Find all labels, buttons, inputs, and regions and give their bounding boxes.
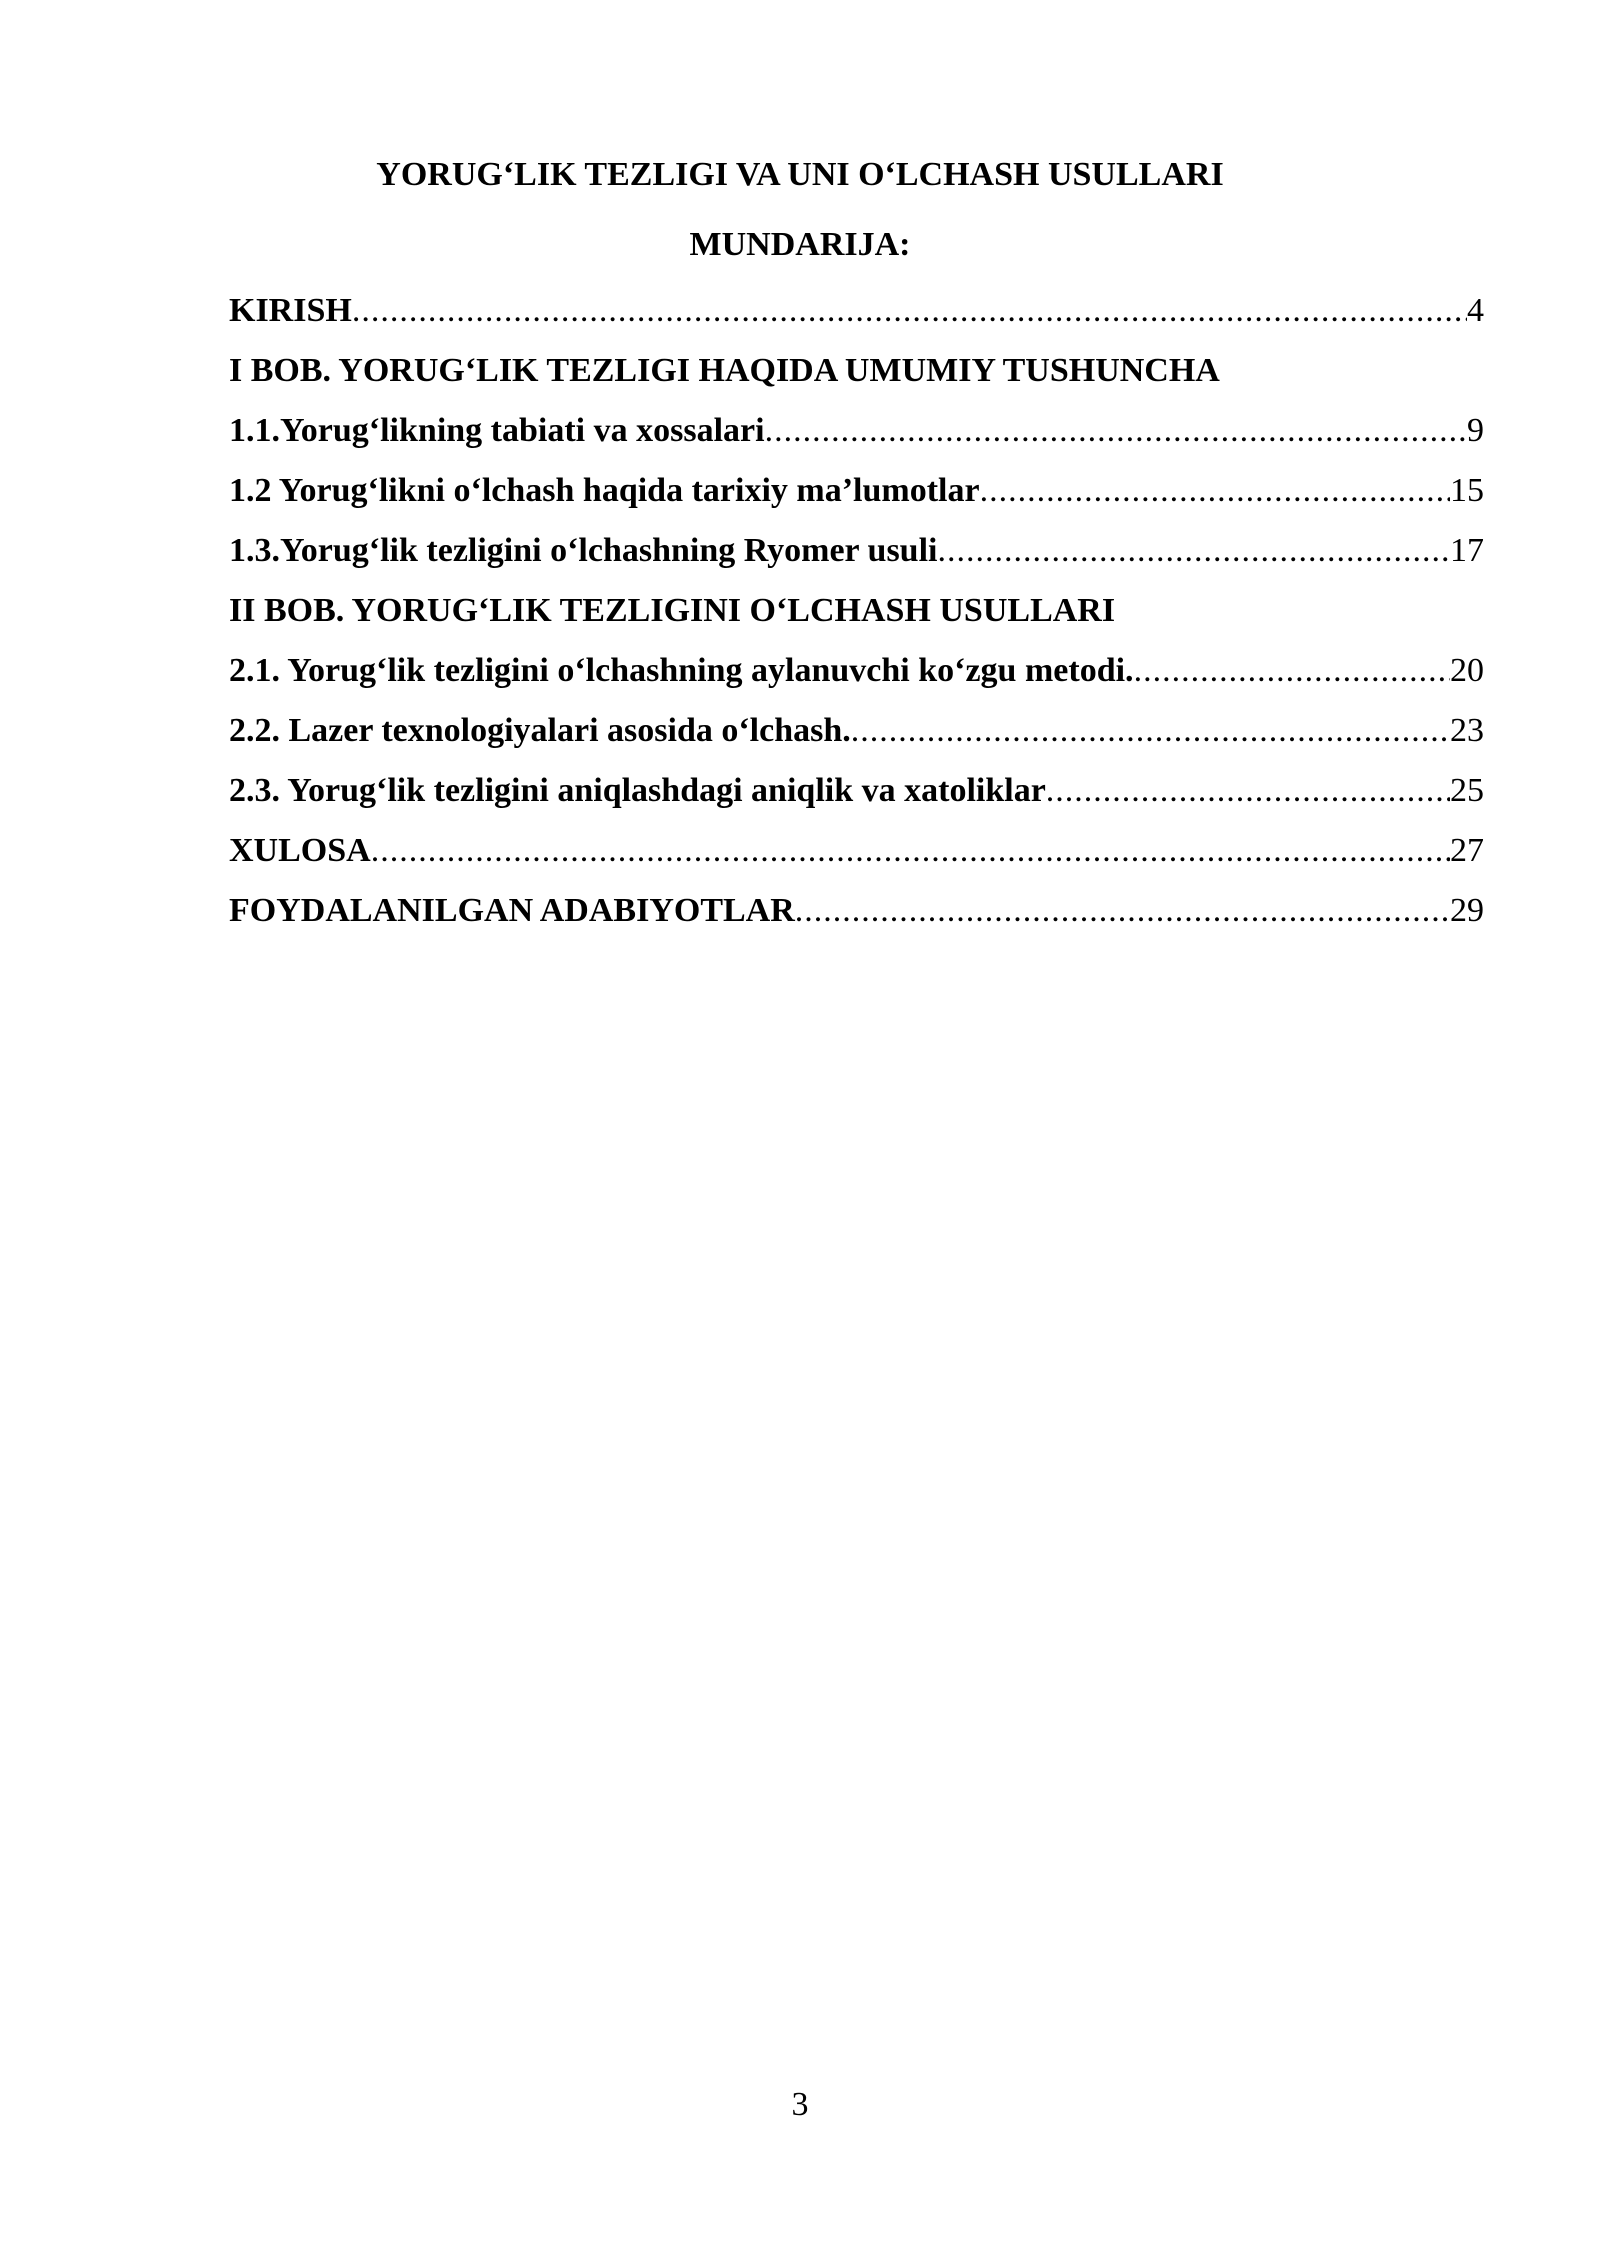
toc-entry-2-3: [229, 766, 1484, 826]
toc-chapter-1: [229, 346, 1484, 406]
toc-entry-2-1: [229, 646, 1484, 706]
toc-chapter-label: II BOB. YORUG‘LIK TEZLIGINI O‘LCHASH USULLARI: [229, 592, 1116, 629]
toc-entry-page: 17: [1450, 532, 1484, 569]
toc-heading: MUNDARIJA:: [689, 226, 911, 263]
toc-entry-2-2: [229, 706, 1484, 766]
toc-entry-label: XULOSA: [229, 832, 371, 869]
toc-entry-label: 2.2. Lazer texnologiyalari asosida o‘lchash.: [229, 712, 851, 749]
toc-entry-label: KIRISH: [229, 292, 352, 329]
toc-leader-dots: [851, 706, 1450, 756]
toc-leader-dots: [1134, 646, 1450, 696]
toc-entry-label: FOYDALANILGAN ADABIYOTLAR: [229, 892, 795, 929]
page-number: 3: [791, 2086, 809, 2123]
toc-entry-1-3: [229, 526, 1484, 586]
table-of-contents: [229, 286, 1484, 946]
toc-entry-page: 20: [1450, 652, 1484, 689]
toc-chapter-2: [229, 586, 1484, 646]
toc-entry-kirish: [229, 286, 1484, 346]
toc-entry-1-2: [229, 466, 1484, 526]
toc-entry-page: 23: [1450, 712, 1484, 749]
toc-entry-page: 29: [1450, 892, 1484, 929]
toc-entry-1-1: [229, 406, 1484, 466]
toc-entry-label: 1.2 Yorug‘likni o‘lchash haqida tarixiy ma’lumotlar: [229, 472, 980, 509]
toc-leader-dots: [352, 286, 1467, 336]
toc-entry-page: 25: [1450, 772, 1484, 809]
toc-entry-label: 1.3.Yorug‘lik tezligini o‘lchashning Ryomer usuli: [229, 532, 938, 569]
toc-entry-page: 15: [1450, 472, 1484, 509]
toc-leader-dots: [980, 466, 1450, 516]
toc-entry-page: 9: [1467, 412, 1484, 449]
toc-leader-dots: [371, 826, 1450, 876]
toc-chapter-label: I BOB. YORUG‘LIK TEZLIGI HAQIDA UMUMIY TUSHUNCHA: [229, 352, 1220, 389]
toc-leader-dots: [795, 886, 1450, 936]
toc-entry-xulosa: [229, 826, 1484, 886]
toc-entry-adabiyotlar: [229, 886, 1484, 946]
toc-leader-dots: [937, 526, 1450, 576]
toc-leader-dots: [1046, 766, 1450, 816]
toc-entry-label: 2.3. Yorug‘lik tezligini aniqlashdagi aniqlik va xatoliklar: [229, 772, 1046, 809]
toc-entry-label: 2.1. Yorug‘lik tezligini o‘lchashning aylanuvchi ko‘zgu metodi.: [229, 652, 1134, 689]
toc-entry-page: 4: [1467, 292, 1484, 329]
toc-leader-dots: [765, 406, 1467, 456]
document-title: YORUG‘LIK TEZLIGI VA UNI O‘LCHASH USULLARI: [376, 156, 1224, 193]
toc-entry-label: 1.1.Yorug‘likning tabiati va xossalari: [229, 412, 765, 449]
toc-entry-page: 27: [1450, 832, 1484, 869]
